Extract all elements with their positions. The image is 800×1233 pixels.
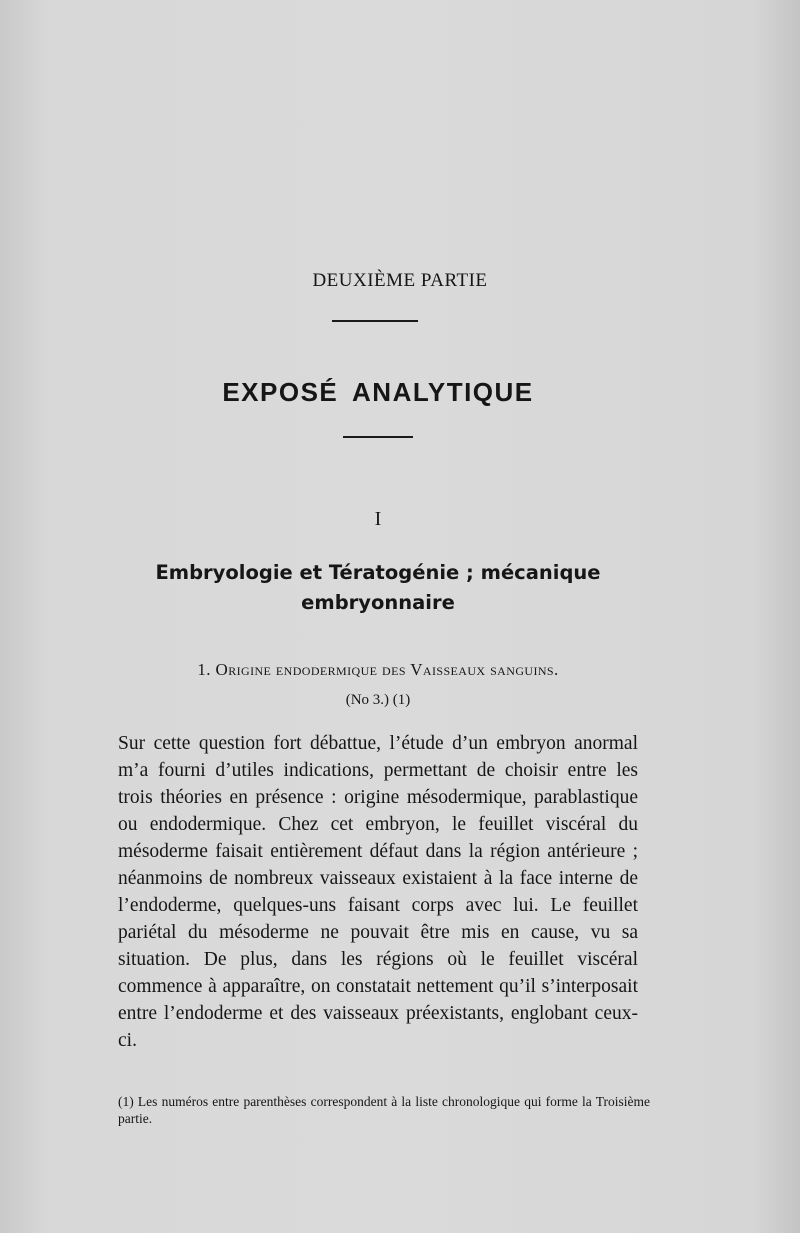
part-heading: DEUXIÈME PARTIE [312,270,488,291]
body-paragraph: Sur cette question fort débattue, l’étude d’un embryon anormal m’a fourni d’utiles indications, permettant de choisir entre les trois théories en présence : origine mésodermique, parablastique ou endodermique. Chez cet embryon, le feuillet viscéral du mésoderme faisait entièrement défaut dans la région antérieure ; néanmoins de nombreux vaisseaux existaient à la face interne de l’endoderme, quelques-uns faisant corps avec lui. Le feuillet pariétal du mésoderme ne pouvait être mis en cause, vu sa situation. De plus, dans les régions où le feuillet viscéral commence à apparaître, on constatait nettement qu’il s’interposait entre l’endoderme et des vaisseaux préexistants, englobant ceux-ci. [118,733,638,1051]
divider-rule-top [332,320,418,322]
chapter-title: Embryologie et Tératogénie ; mécanique embryonnaire [155,561,601,614]
divider-rule-bottom [343,436,413,438]
chapter-numeral: I [374,508,382,530]
section-heading: 1. Origine endodermique des Vaisseaux sanguins. [197,660,559,679]
footnote: (1) Les numéros entre parenthèses correspondent à la liste chronologique qui forme la Troisième partie. [118,1094,650,1126]
section-reference: (No 3.) (1) [345,692,411,708]
main-title: EXPOSÉ ANALYTIQUE [222,377,534,407]
